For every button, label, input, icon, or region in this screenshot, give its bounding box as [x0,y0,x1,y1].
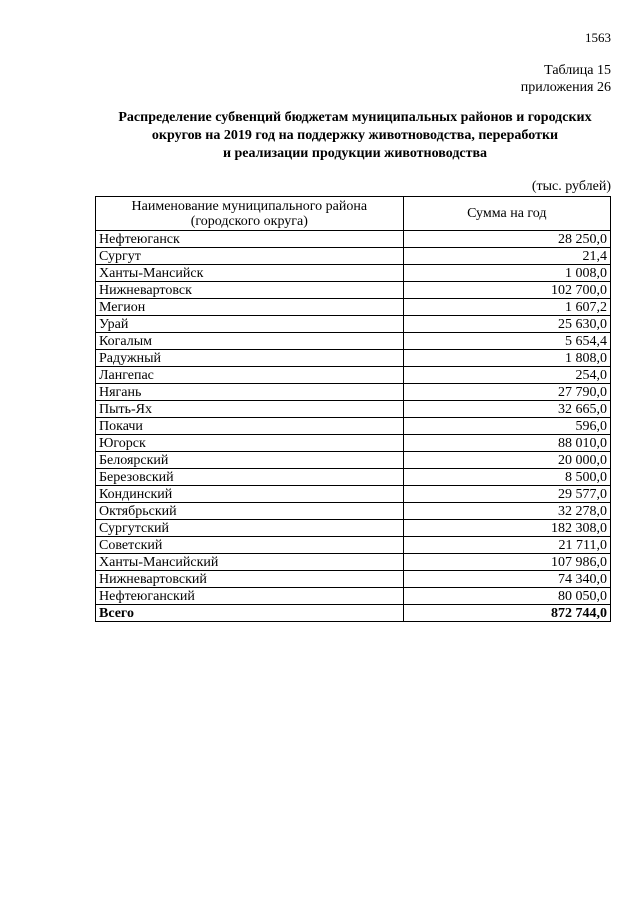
amount-cell: 27 790,0 [403,384,610,401]
table-row [96,401,611,418]
municipality-name-cell: Мегион [96,299,404,316]
table-row [96,571,611,588]
amount-cell: 102 700,0 [403,282,610,299]
municipality-name-cell: Пыть-Ях [96,401,404,418]
document-title [100,109,610,163]
amount-cell: 32 665,0 [403,401,610,418]
table-row [96,282,611,299]
municipality-name-cell: Покачи [96,418,404,435]
table-row [96,537,611,554]
amount-cell: 1 008,0 [403,265,610,282]
municipality-name-cell: Белоярский [96,452,404,469]
amount-cell: 596,0 [403,418,610,435]
municipality-name-cell: Югорск [96,435,404,452]
municipality-name-cell: Советский [96,537,404,554]
document-title-line-1: Распределение субвенций бюджетам муниципальных районов и городских [118,110,592,125]
document-title-line-2: округов на 2019 год на поддержку животноводства, переработки [151,128,559,143]
table-row [96,588,611,605]
municipality-name-cell: Радужный [96,350,404,367]
table-row [96,316,611,333]
municipality-name-cell: Ханты-Мансийск [96,265,404,282]
municipality-name-cell: Нижневартовск [96,282,404,299]
column-header-municipality-line-2: (городского округа) [190,213,308,229]
municipality-name-cell: Кондинский [96,486,404,503]
municipality-name-cell: Октябрьский [96,503,404,520]
unit-note: (тыс. рублей) [531,179,611,194]
table-caption-line-1: Таблица 15 [544,63,611,78]
total-row [96,605,611,622]
amount-cell: 88 010,0 [403,435,610,452]
column-header-municipality-line-1: Наименование муниципального района [131,198,368,214]
page-number: 1563 [585,30,611,45]
table-header-row [96,197,611,231]
amount-cell: 21,4 [403,248,610,265]
municipality-name-cell: Урай [96,316,404,333]
amount-cell: 74 340,0 [403,571,610,588]
municipality-name-cell: Нефтеюганский [96,588,404,605]
amount-cell: 25 630,0 [403,316,610,333]
table-row [96,248,611,265]
subsidy-table [95,196,611,622]
amount-cell: 32 278,0 [403,503,610,520]
amount-cell: 254,0 [403,367,610,384]
municipality-name-cell: Ханты-Мансийский [96,554,404,571]
amount-cell: 107 986,0 [403,554,610,571]
column-header-amount: Сумма на год [403,197,610,231]
table-row [96,520,611,537]
amount-cell: 28 250,0 [403,231,610,248]
amount-cell: 20 000,0 [403,452,610,469]
municipality-name-cell: Нефтеюганск [96,231,404,248]
amount-cell: 8 500,0 [403,469,610,486]
table-row [96,486,611,503]
municipality-name-cell: Сургутский [96,520,404,537]
column-header-municipality [96,197,404,231]
municipality-name-cell: Березовский [96,469,404,486]
document-title-line-3: и реализации продукции животноводства [222,146,488,161]
amount-cell: 1 808,0 [403,350,610,367]
amount-cell: 5 654,4 [403,333,610,350]
total-amount-cell: 872 744,0 [403,605,610,622]
table-row [96,384,611,401]
amount-cell: 21 711,0 [403,537,610,554]
table-row [96,265,611,282]
table-row [96,469,611,486]
table-row [96,299,611,316]
amount-cell: 1 607,2 [403,299,610,316]
amount-cell: 182 308,0 [403,520,610,537]
amount-cell: 80 050,0 [403,588,610,605]
total-label-cell: Всего [96,605,404,622]
table-body [96,231,611,622]
table-row [96,503,611,520]
table-row [96,435,611,452]
municipality-name-cell: Когалым [96,333,404,350]
table-row [96,350,611,367]
table-row [96,554,611,571]
amount-cell: 29 577,0 [403,486,610,503]
table-row [96,418,611,435]
municipality-name-cell: Лангепас [96,367,404,384]
table-row [96,367,611,384]
municipality-name-cell: Нягань [96,384,404,401]
municipality-name-cell: Сургут [96,248,404,265]
table-caption [521,62,611,96]
table-row [96,333,611,350]
table-row [96,452,611,469]
table-row [96,231,611,248]
municipality-name-cell: Нижневартовский [96,571,404,588]
table-caption-line-2: приложения 26 [520,80,611,95]
